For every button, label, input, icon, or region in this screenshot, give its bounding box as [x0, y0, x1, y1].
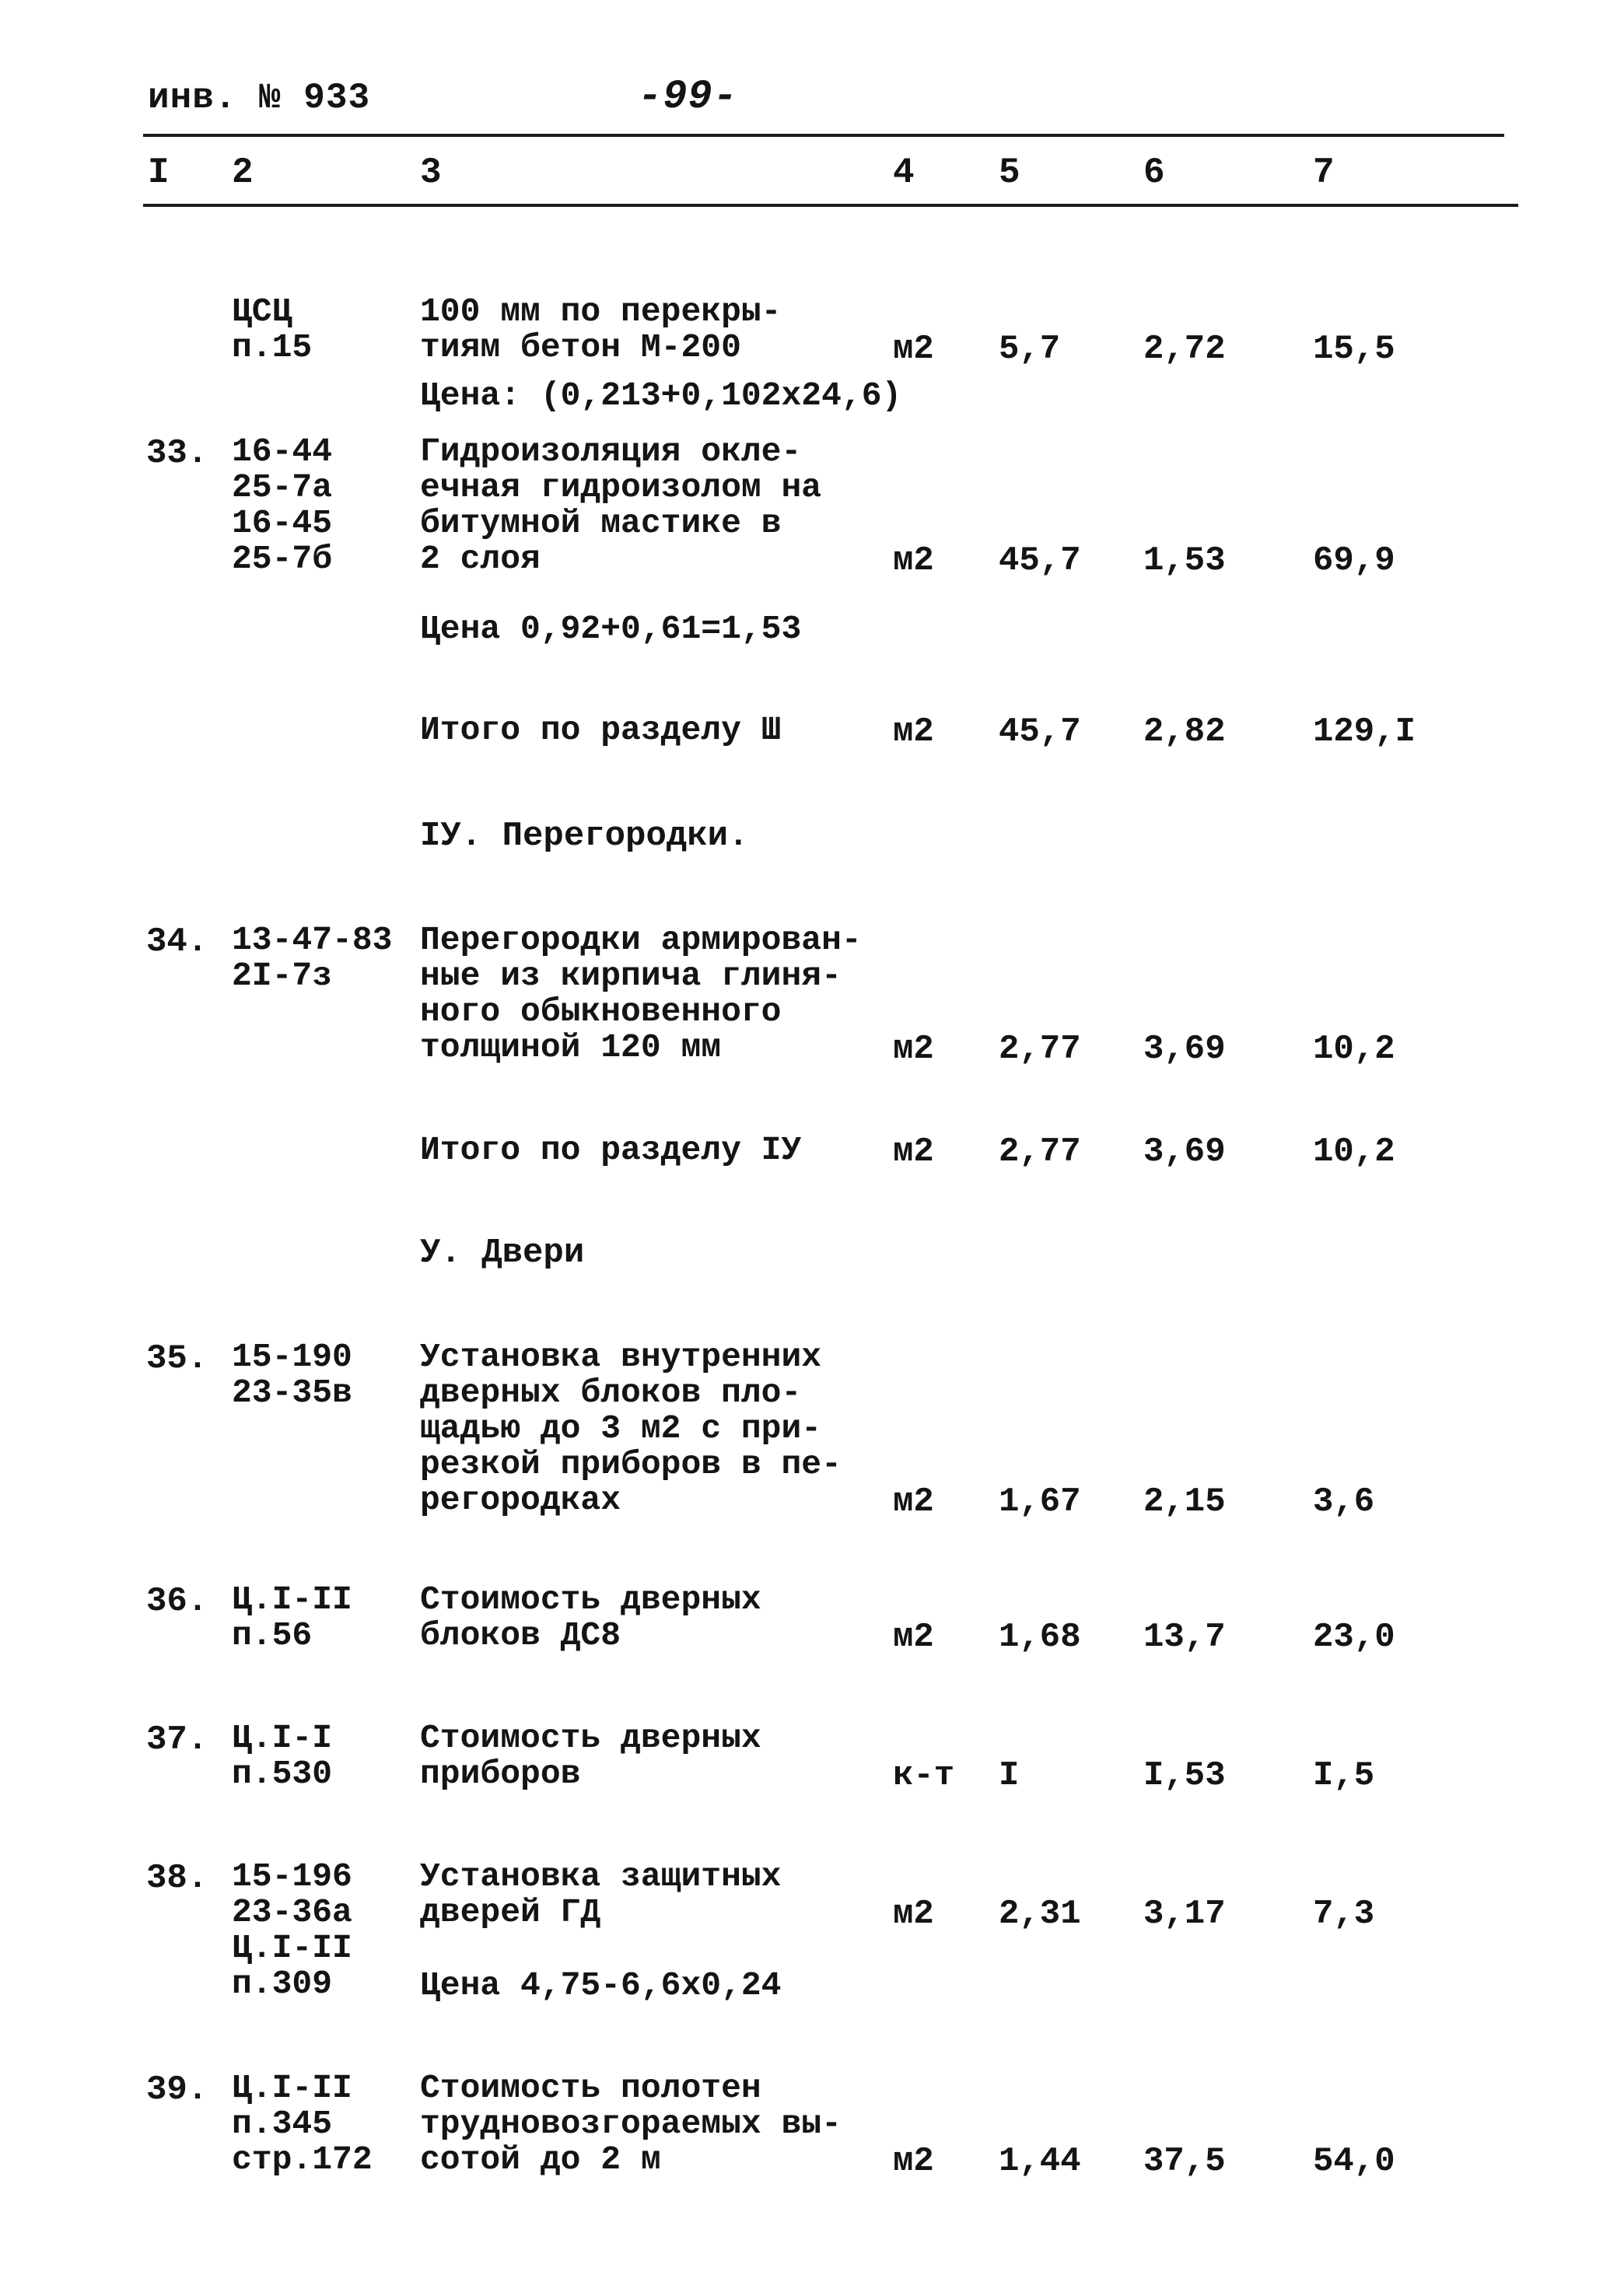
inventory-number: инв. № 933 — [148, 78, 371, 118]
row-total: 10,2 — [1313, 1132, 1395, 1171]
column-header-7: 7 — [1313, 152, 1335, 193]
row-unit: м2 — [893, 1895, 934, 1934]
row-description: Гидроизоляция окле- ечная гидроизолом на битумной мастике в 2 слоя — [420, 432, 822, 578]
column-header-6: 6 — [1143, 152, 1165, 193]
row-total: 10,2 — [1313, 1030, 1395, 1069]
column-header-5: 5 — [999, 152, 1020, 193]
page-number: -99- — [638, 74, 738, 120]
row-price: 3,17 — [1143, 1895, 1226, 1934]
row-quantity: 2,31 — [999, 1895, 1081, 1934]
column-header-1: I — [148, 152, 170, 193]
row-unit: м2 — [893, 2142, 934, 2181]
row-price: 2,15 — [1143, 1482, 1226, 1521]
row-number: 36. — [146, 1582, 208, 1621]
row-unit: к-т — [893, 1756, 955, 1795]
row-code: Ц.I-I п.530 — [232, 1719, 333, 1793]
row-number: 33. — [146, 434, 208, 473]
row-total: 15,5 — [1313, 330, 1395, 369]
row-total: 23,0 — [1313, 1618, 1395, 1657]
row-description: 100 мм по перекры- тиям бетон М-200 — [420, 292, 782, 366]
row-number: 37. — [146, 1720, 208, 1759]
row-total: 7,3 — [1313, 1895, 1375, 1934]
section-heading: IУ. Перегородки. — [420, 817, 749, 856]
row-price: 37,5 — [1143, 2142, 1226, 2181]
row-price: 3,69 — [1143, 1132, 1226, 1171]
column-header-4: 4 — [893, 152, 915, 193]
row-price: 2,82 — [1143, 712, 1226, 751]
row-quantity: 45,7 — [999, 541, 1081, 580]
row-description: Стоимость дверных приборов — [420, 1719, 761, 1793]
row-code: Ц.I-II п.345 стр.172 — [232, 2069, 373, 2179]
row-unit: м2 — [893, 330, 934, 369]
row-unit: м2 — [893, 1030, 934, 1069]
column-header-2: 2 — [232, 152, 254, 193]
row-price-note: Цена 0,92+0,61=1,53 — [420, 610, 802, 648]
row-total: 129,I — [1313, 712, 1416, 751]
row-quantity: 1,67 — [999, 1482, 1081, 1521]
row-description: Установка защитных дверей ГД — [420, 1857, 782, 1931]
row-code: 13-47-83 2I-7з — [232, 921, 393, 995]
row-unit: м2 — [893, 1132, 934, 1171]
row-quantity: 1,44 — [999, 2142, 1081, 2181]
row-price: 13,7 — [1143, 1618, 1226, 1657]
row-unit: м2 — [893, 1482, 934, 1521]
column-header-3: 3 — [420, 152, 442, 193]
row-code: ЦСЦ п.15 — [232, 292, 313, 366]
row-unit: м2 — [893, 712, 934, 751]
row-quantity: 45,7 — [999, 712, 1081, 751]
row-price: 3,69 — [1143, 1030, 1226, 1069]
row-quantity: 2,77 — [999, 1132, 1081, 1171]
row-total: 3,6 — [1313, 1482, 1375, 1521]
row-number: 39. — [146, 2070, 208, 2109]
section-heading: У. Двери — [420, 1234, 585, 1272]
row-total: 69,9 — [1313, 541, 1395, 580]
row-description: Установка внутренних дверных блоков пло- щадью до 3 м2 с при- резкой приборов в пе- регородках — [420, 1338, 842, 1519]
row-quantity: 2,77 — [999, 1030, 1081, 1069]
row-price-note: Цена 4,75-6,6х0,24 — [420, 1966, 782, 2004]
row-code: Ц.I-II п.56 — [232, 1580, 352, 1654]
row-number: 38. — [146, 1859, 208, 1898]
subtotal-label: Итого по разделу IУ — [420, 1131, 802, 1169]
row-total: I,5 — [1313, 1756, 1375, 1795]
row-price: 1,53 — [1143, 541, 1226, 580]
row-total: 54,0 — [1313, 2142, 1395, 2181]
row-code: 15-196 23-36а Ц.I-II п.309 — [232, 1857, 352, 2003]
row-description: Стоимость дверных блоков ДС8 — [420, 1580, 761, 1654]
row-unit: м2 — [893, 541, 934, 580]
row-code: 16-44 25-7а 16-45 25-7б — [232, 432, 333, 578]
row-code: 15-190 23-35в — [232, 1338, 352, 1412]
row-price: I,53 — [1143, 1756, 1226, 1795]
header-rule — [143, 134, 1504, 137]
row-unit: м2 — [893, 1618, 934, 1657]
column-header-rule — [143, 204, 1518, 207]
row-price: 2,72 — [1143, 330, 1226, 369]
row-quantity: 5,7 — [999, 330, 1061, 369]
row-price-note: Цена: (0,213+0,102х24,6) — [420, 376, 902, 415]
row-quantity: I — [999, 1756, 1020, 1795]
row-description: Стоимость полотен трудновозгораемых вы- сотой до 2 м — [420, 2069, 842, 2179]
row-number: 34. — [146, 922, 208, 961]
row-number: 35. — [146, 1339, 208, 1378]
row-description: Перегородки армирован- ные из кирпича глиня- ного обыкновенного толщиной 120 мм — [420, 921, 862, 1066]
subtotal-label: Итого по разделу Ш — [420, 711, 782, 749]
row-quantity: 1,68 — [999, 1618, 1081, 1657]
